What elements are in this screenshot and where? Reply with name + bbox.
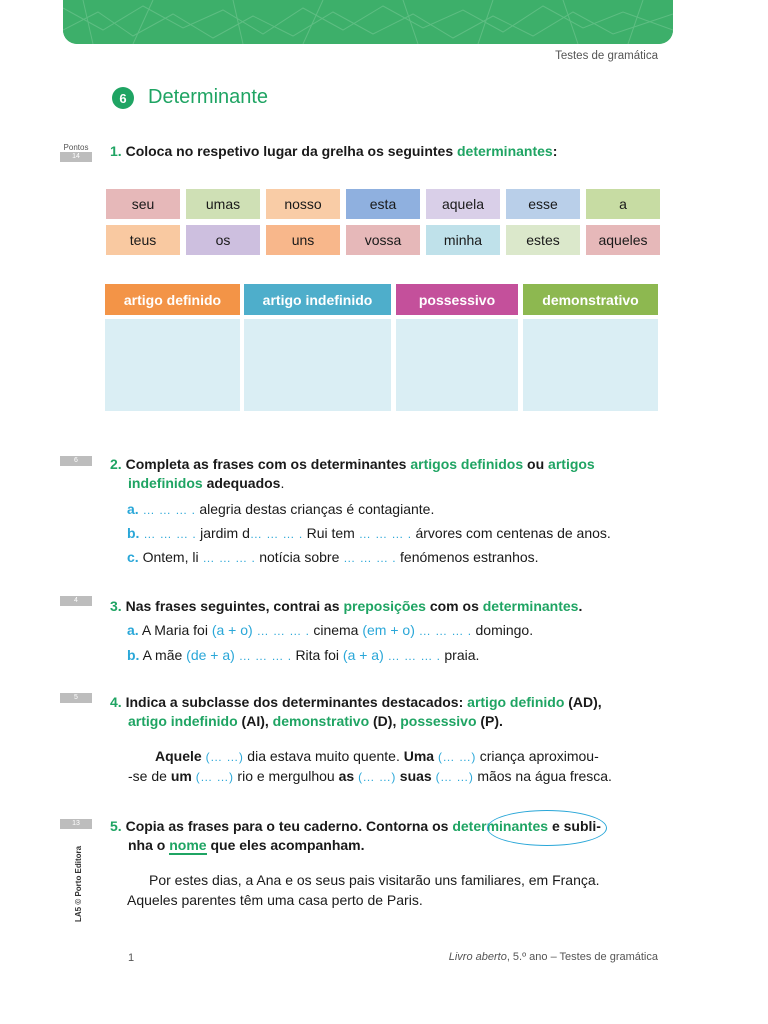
sentence-text: Ontem, li xyxy=(142,549,199,565)
contraction-hint: (em + o) xyxy=(362,622,415,638)
answer-cell-demonstrativo[interactable] xyxy=(523,319,658,411)
category-header-demonstrativo xyxy=(523,284,658,315)
sentence-text: fenómenos estranhos. xyxy=(400,549,539,565)
paragraph-text: Aqueles parentes têm uma casa perto de Paris. xyxy=(127,892,423,908)
question-text: ou xyxy=(527,456,545,472)
blank-space[interactable]: (… …) xyxy=(435,770,474,784)
question-number: 4. xyxy=(110,694,122,710)
question-1-text xyxy=(110,142,557,161)
item-letter: a. xyxy=(127,622,139,638)
blank-space[interactable]: … … … . xyxy=(249,527,303,541)
question-text: Coloca no respetivo lugar da grelha os seguintes xyxy=(125,143,454,159)
sentence-text: Rui tem xyxy=(306,525,355,541)
abbreviation: (D), xyxy=(373,713,397,729)
question-number: 3. xyxy=(110,598,122,614)
sentence-text: jardim d xyxy=(200,525,250,541)
highlighted-determiner: suas xyxy=(399,768,432,784)
section-label: Testes de gramática xyxy=(555,50,658,62)
contraction-hint: (a + a) xyxy=(342,647,384,663)
highlighted-determiner: as xyxy=(338,768,355,784)
word-chip[interactable]: minha xyxy=(426,225,500,255)
page-number: 1 xyxy=(128,952,135,964)
page-title: Determinante xyxy=(148,86,269,108)
q2-item-b xyxy=(127,524,611,544)
points-tag-q4: 5 xyxy=(60,693,92,703)
points-tag-q2: 6 xyxy=(60,456,92,466)
sentence-text: mãos na água fresca. xyxy=(477,768,612,784)
highlight-term: preposições xyxy=(343,598,426,614)
highlight-term: artigo indefinido xyxy=(128,713,238,729)
category-label: possessivo xyxy=(418,291,496,308)
question-number: 2. xyxy=(110,456,122,472)
points-label: Pontos xyxy=(63,143,89,152)
highlight-term: indefinidos xyxy=(128,475,203,491)
item-letter: b. xyxy=(127,525,140,541)
word-chip[interactable]: esse xyxy=(506,189,580,219)
highlight-term: determinantes xyxy=(452,818,549,834)
item-letter: b. xyxy=(127,647,140,663)
highlighted-determiner: um xyxy=(170,768,192,784)
blank-space[interactable]: … … … . xyxy=(387,649,441,663)
question-number: 5. xyxy=(110,818,122,834)
highlight-term: possessivo xyxy=(400,713,477,729)
blank-space[interactable]: … … … . xyxy=(142,503,196,517)
answer-cell-artigo-indefinido[interactable] xyxy=(244,319,391,411)
sentence-text: Rita foi xyxy=(295,647,340,663)
q2-item-a xyxy=(127,500,434,520)
category-header-artigo-definido xyxy=(105,284,240,315)
category-label: artigo indefinido xyxy=(262,291,373,308)
sentence-text: A Maria foi xyxy=(141,622,208,638)
punctuation: . xyxy=(578,598,583,614)
highlight-term: nome xyxy=(169,837,207,853)
question-2-text xyxy=(110,455,670,493)
category-label: artigo definido xyxy=(123,291,222,308)
item-letter: c. xyxy=(127,549,139,565)
punctuation: . xyxy=(280,475,285,491)
sentence-text: domingo. xyxy=(475,622,534,638)
blank-space[interactable]: (… …) xyxy=(358,770,396,784)
word-chip[interactable]: aquela xyxy=(426,189,500,219)
circle-annotation xyxy=(487,810,607,846)
abbreviation: (P). xyxy=(480,713,503,729)
q4-sentence-line-2 xyxy=(128,766,668,787)
word-chip[interactable]: a xyxy=(586,189,660,219)
question-3-text xyxy=(110,597,582,616)
contraction-hint: (a + o) xyxy=(211,622,253,638)
word-chip[interactable]: seu xyxy=(106,189,180,219)
blank-space[interactable]: … … … . xyxy=(418,624,472,638)
item-letter: a. xyxy=(127,501,139,517)
book-subtitle: , 5.º ano – Testes de gramática xyxy=(506,951,658,963)
highlighted-determiner: Uma xyxy=(403,748,435,764)
banner-pattern xyxy=(63,0,673,44)
question-number: 1. xyxy=(110,143,122,159)
word-chip[interactable]: esta xyxy=(346,189,420,219)
word-chip[interactable]: nosso xyxy=(266,189,340,219)
sentence-text: árvores com centenas de anos. xyxy=(415,525,611,541)
points-tag-q5: 13 xyxy=(60,819,92,829)
q3-item-b xyxy=(127,646,479,666)
points-tag-q1: 14 xyxy=(60,152,92,162)
category-header-possessivo xyxy=(396,284,518,315)
highlighted-determiner: Aquele xyxy=(155,748,202,764)
blank-space[interactable]: … … … . xyxy=(343,551,397,565)
blank-space[interactable]: (… …) xyxy=(195,770,234,784)
q4-sentence-line-1 xyxy=(155,746,665,767)
highlight-term: artigo definido xyxy=(467,694,565,710)
highlight-term: artigos xyxy=(548,456,595,472)
q2-item-c xyxy=(127,548,539,568)
question-text: que eles acompanham. xyxy=(210,837,365,853)
blank-space[interactable]: (… …) xyxy=(205,750,244,764)
question-text: nha o xyxy=(128,837,166,853)
unit-number-badge: 6 xyxy=(112,87,134,109)
footer-book-title xyxy=(449,951,658,963)
question-text: Indica a subclasse dos determinantes destacados: xyxy=(125,694,464,710)
category-header-artigo-indefinido xyxy=(244,284,391,315)
blank-space[interactable]: … … … . xyxy=(202,551,256,565)
category-label: demonstrativo xyxy=(542,291,639,308)
punctuation: : xyxy=(552,143,558,159)
word-chip[interactable]: teus xyxy=(106,225,180,255)
abbreviation: (AD), xyxy=(568,694,602,710)
question-text: e subli- xyxy=(551,818,601,834)
q3-item-a xyxy=(127,621,533,641)
word-chip[interactable]: estes xyxy=(506,225,580,255)
question-text: Copia as frases para o teu caderno. Contorna os xyxy=(125,818,449,834)
blank-space[interactable]: (… …) xyxy=(437,750,476,764)
highlight-term: demonstrativo xyxy=(272,713,370,729)
blank-space[interactable]: … … … . xyxy=(238,649,292,663)
abbreviation: (AI), xyxy=(241,713,269,729)
sentence-text: notícia sobre xyxy=(259,549,340,565)
sentence-text: criança aproximou- xyxy=(479,748,599,764)
word-chip[interactable]: uns xyxy=(266,225,340,255)
word-chip[interactable]: umas xyxy=(186,189,260,219)
word-chip[interactable]: aqueles xyxy=(586,225,660,255)
sentence-text: -se de xyxy=(128,768,167,784)
copyright-vertical: LA5 © Porto Editora xyxy=(74,845,83,922)
sentence-text: A mãe xyxy=(142,647,183,663)
blank-space[interactable]: … … … . xyxy=(143,527,197,541)
blank-space[interactable]: … … … . xyxy=(358,527,412,541)
highlight-term: artigos definidos xyxy=(410,456,524,472)
answer-cell-artigo-definido[interactable] xyxy=(105,319,240,411)
q5-paragraph xyxy=(127,870,667,910)
points-tag-q3: 4 xyxy=(60,596,92,606)
sentence-text: cinema xyxy=(313,622,359,638)
sentence-text: alegria destas crianças é contagiante. xyxy=(199,501,435,517)
highlight-term: determinantes xyxy=(457,143,553,159)
blank-space[interactable]: … … … . xyxy=(256,624,310,638)
question-text: adequados xyxy=(206,475,281,491)
sentence-text: dia estava muito quente. xyxy=(247,748,400,764)
question-text: Completa as frases com os determinantes xyxy=(125,456,407,472)
word-chip[interactable]: os xyxy=(186,225,260,255)
highlight-term: determinantes xyxy=(482,598,579,614)
header-banner xyxy=(63,0,673,44)
paragraph-text: Por estes dias, a Ana e os seus pais visitarão uns familiares, em França. xyxy=(149,872,600,888)
question-text: com os xyxy=(429,598,479,614)
word-bank-grid xyxy=(106,189,660,255)
answer-cell-possessivo[interactable] xyxy=(396,319,518,411)
sentence-text: rio e mergulhou xyxy=(237,768,335,784)
sentence-text: praia. xyxy=(444,647,480,663)
word-chip[interactable]: vossa xyxy=(346,225,420,255)
contraction-hint: (de + a) xyxy=(186,647,235,663)
question-4-text xyxy=(110,693,670,731)
book-title: Livro aberto xyxy=(448,951,507,963)
question-text: Nas frases seguintes, contrai as xyxy=(125,598,340,614)
